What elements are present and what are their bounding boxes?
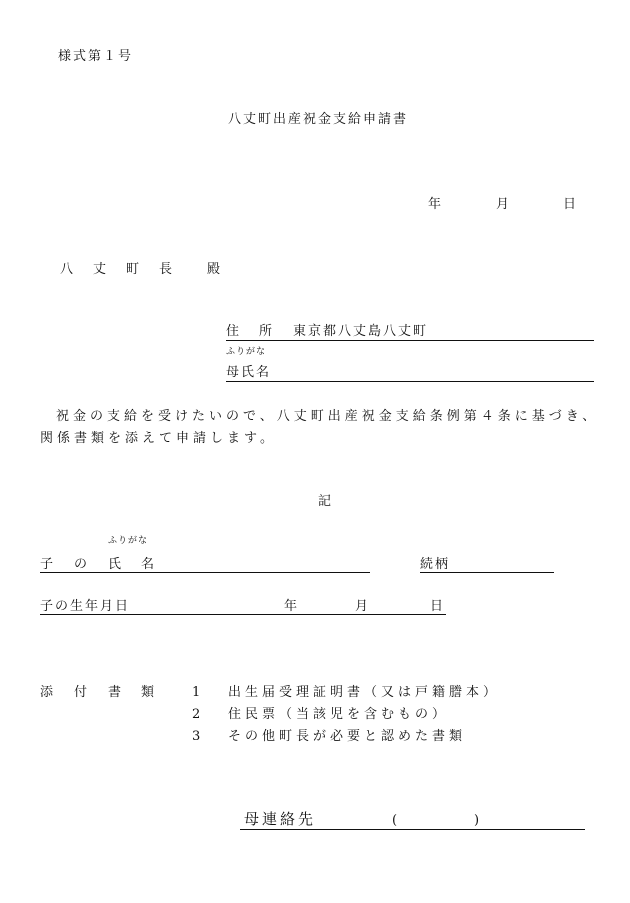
child-furigana-label: ふりがな xyxy=(108,536,149,546)
birth-year-label: 年 xyxy=(284,599,298,614)
relationship-underline xyxy=(420,572,554,573)
body-text-line-2: 関係書類を添えて申請します。 xyxy=(40,431,277,446)
mother-name-underline xyxy=(226,381,594,382)
attachment-item-1-number: 1 xyxy=(192,685,201,700)
addressee-char-4: 長 xyxy=(159,262,173,277)
address-value: 東京都八丈島八丈町 xyxy=(293,324,429,339)
attachment-item-3-text: その他町長が必要と認めた書類 xyxy=(228,729,467,744)
applicant-furigana-label: ふりがな xyxy=(226,347,267,357)
attachment-item-2-number: 2 xyxy=(192,707,201,722)
relationship-label: 続柄 xyxy=(420,557,451,572)
addressee-char-2: 丈 xyxy=(93,262,107,277)
attachments-label-char-4: 類 xyxy=(141,685,155,700)
attachment-item-2-text: 住民票（当該児を含むもの） xyxy=(228,707,450,722)
address-underline xyxy=(226,340,594,341)
mother-contact-label: 母連絡先 xyxy=(244,810,317,828)
address-label-char-2: 所 xyxy=(259,324,273,339)
date-day-label: 日 xyxy=(563,197,577,212)
child-name-underline xyxy=(40,572,370,573)
date-month-label: 月 xyxy=(496,197,510,212)
page-title: 八丈町出産祝金支給申請書 xyxy=(228,112,409,127)
attachments-label-char-1: 添 xyxy=(40,685,54,700)
birthdate-underline xyxy=(40,614,446,615)
contact-close-paren: ) xyxy=(474,813,480,828)
mother-name-label: 母氏名 xyxy=(226,365,272,380)
child-name-label-char-1: 子 xyxy=(40,557,54,572)
date-year-label: 年 xyxy=(428,197,442,212)
child-name-label-char-2: の xyxy=(74,557,88,572)
contact-open-paren: ( xyxy=(392,813,398,828)
child-name-label-char-3: 氏 xyxy=(108,557,122,572)
addressee-char-3: 町 xyxy=(126,262,140,277)
attachment-item-3-number: 3 xyxy=(192,729,201,744)
address-label-char-1: 住 xyxy=(226,324,240,339)
child-birthdate-label: 子の生年月日 xyxy=(40,599,131,614)
body-text-line-1: 祝金の支給を受けたいので、八丈町出産祝金支給条例第４条に基づき、 xyxy=(56,409,600,424)
addressee-honorific: 殿 xyxy=(207,262,221,277)
birth-day-label: 日 xyxy=(430,599,444,614)
birth-month-label: 月 xyxy=(355,599,369,614)
contact-underline xyxy=(240,829,585,830)
child-name-label-char-4: 名 xyxy=(141,557,155,572)
addressee-char-1: 八 xyxy=(60,262,74,277)
form-number: 様式第１号 xyxy=(58,49,134,64)
attachments-label-char-2: 付 xyxy=(74,685,88,700)
ki-label: 記 xyxy=(318,494,332,509)
attachment-item-1-text: 出生届受理証明書（又は戸籍謄本） xyxy=(228,685,501,700)
attachments-label-char-3: 書 xyxy=(108,685,122,700)
